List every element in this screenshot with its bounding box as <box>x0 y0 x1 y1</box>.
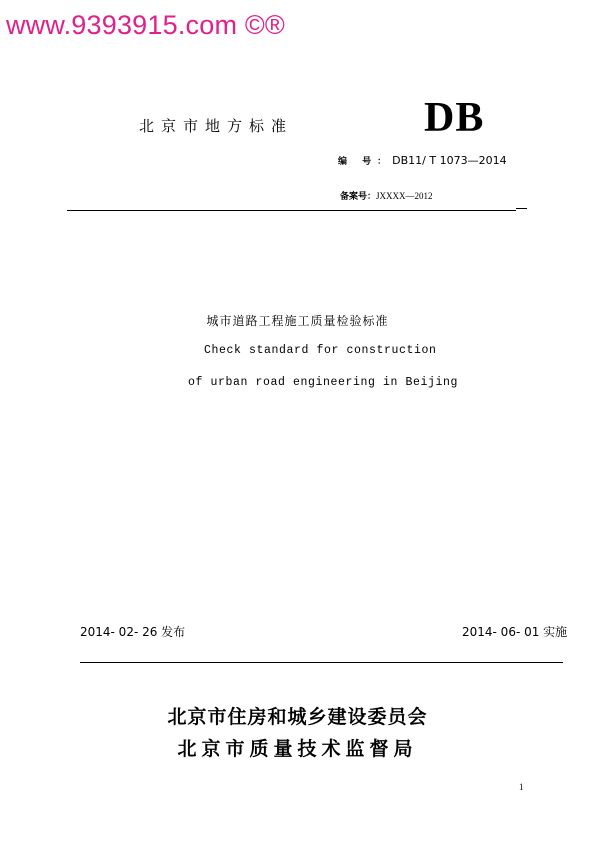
standard-number-value: DB11/ T 1073—2014 <box>392 154 507 167</box>
issuer-line1: 北京市住房和城乡建设委员会 <box>167 706 428 728</box>
page-number: 1 <box>519 782 524 792</box>
title-english-line1: Check standard for construction <box>204 344 437 357</box>
issue-date: 2014- 02- 26 发布 <box>80 625 186 639</box>
title-english-line2: of urban road engineering in Beijing <box>188 376 459 389</box>
record-number-label: 备案号： <box>340 192 377 202</box>
header-divider-tick <box>516 208 527 209</box>
standard-number <box>338 154 507 167</box>
title-chinese: 城市道路工程施工质量检验标准 <box>206 314 389 328</box>
standard-category: 北京市地方标准 <box>139 117 294 135</box>
db-logo: DB <box>424 95 485 141</box>
header-divider <box>67 210 516 211</box>
standard-number-label: 编 号： <box>338 157 393 167</box>
footer-divider <box>80 662 563 663</box>
implementation-date: 2014- 06- 01 实施 <box>462 625 568 639</box>
record-number <box>340 189 433 202</box>
record-number-value: JXXXX—2012 <box>376 191 433 201</box>
issuer-line2: 北京市质量技术监督局 <box>177 738 418 760</box>
watermark: www.9393915.com ©® <box>6 10 286 40</box>
